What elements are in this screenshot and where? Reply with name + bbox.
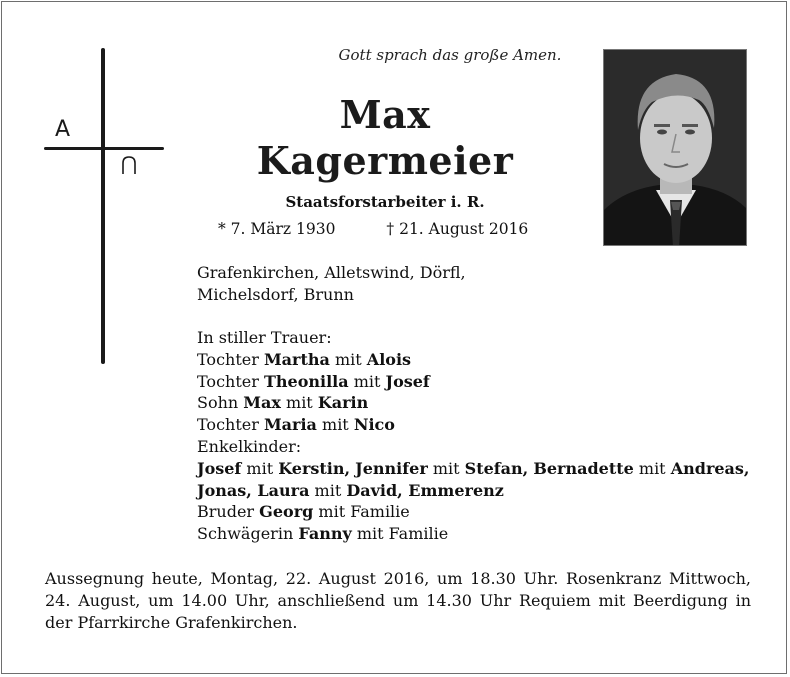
mourners-block <box>197 327 750 545</box>
cross-horizontal-bar <box>44 147 164 150</box>
omega-icon <box>121 155 137 181</box>
mourning-intro: In stiller Trauer: <box>197 328 332 347</box>
grandchildren-line: Jonas, Laura mit David, Emmerenz <box>197 480 504 500</box>
death-date: † 21. August 2016 <box>386 220 529 238</box>
mourner-line: Tochter Maria mit Nico <box>197 415 395 435</box>
deceased-title: Staatsforstarbeiter i. R. <box>285 193 485 211</box>
grandchildren-line: Josef mit Kerstin, Jennifer mit Stefan, Bernadette mit Andreas, <box>197 458 750 478</box>
sibling-line: Bruder Georg mit Familie <box>197 502 410 522</box>
service-details: Aussegnung heute, Montag, 22. August 2016, um 18.30 Uhr. Rosenkranz Mittwoch, 24. August, um 14.00 Uhr, anschließend um 14.30 Uhr Requiem mit Beerdigung in der Pfarrkirche Grafenkirchen. <box>45 569 751 632</box>
places-line: Michelsdorf, Brunn <box>197 284 354 304</box>
grandchildren-label: Enkelkinder: <box>197 436 302 456</box>
mourner-line: Tochter Martha mit Alois <box>197 349 412 369</box>
sibling-line: Schwägerin Fanny mit Familie <box>197 524 449 544</box>
places-block <box>197 262 466 306</box>
portrait-photo <box>603 49 747 246</box>
cross-vertical-bar <box>101 48 105 364</box>
mourner-line: Sohn Max mit Karin <box>197 393 369 413</box>
life-dates <box>218 220 528 238</box>
deceased-last-name: Kagermeier <box>256 138 514 183</box>
deceased-first-name: Max <box>339 92 431 137</box>
birth-date: * 7. März 1930 <box>218 220 336 238</box>
places-line: Grafenkirchen, Alletswind, Dörfl, <box>197 263 466 282</box>
mourner-line: Tochter Theonilla mit Josef <box>197 371 430 391</box>
alpha-icon: A <box>55 117 71 142</box>
quote: Gott sprach das große Amen. <box>338 46 562 64</box>
